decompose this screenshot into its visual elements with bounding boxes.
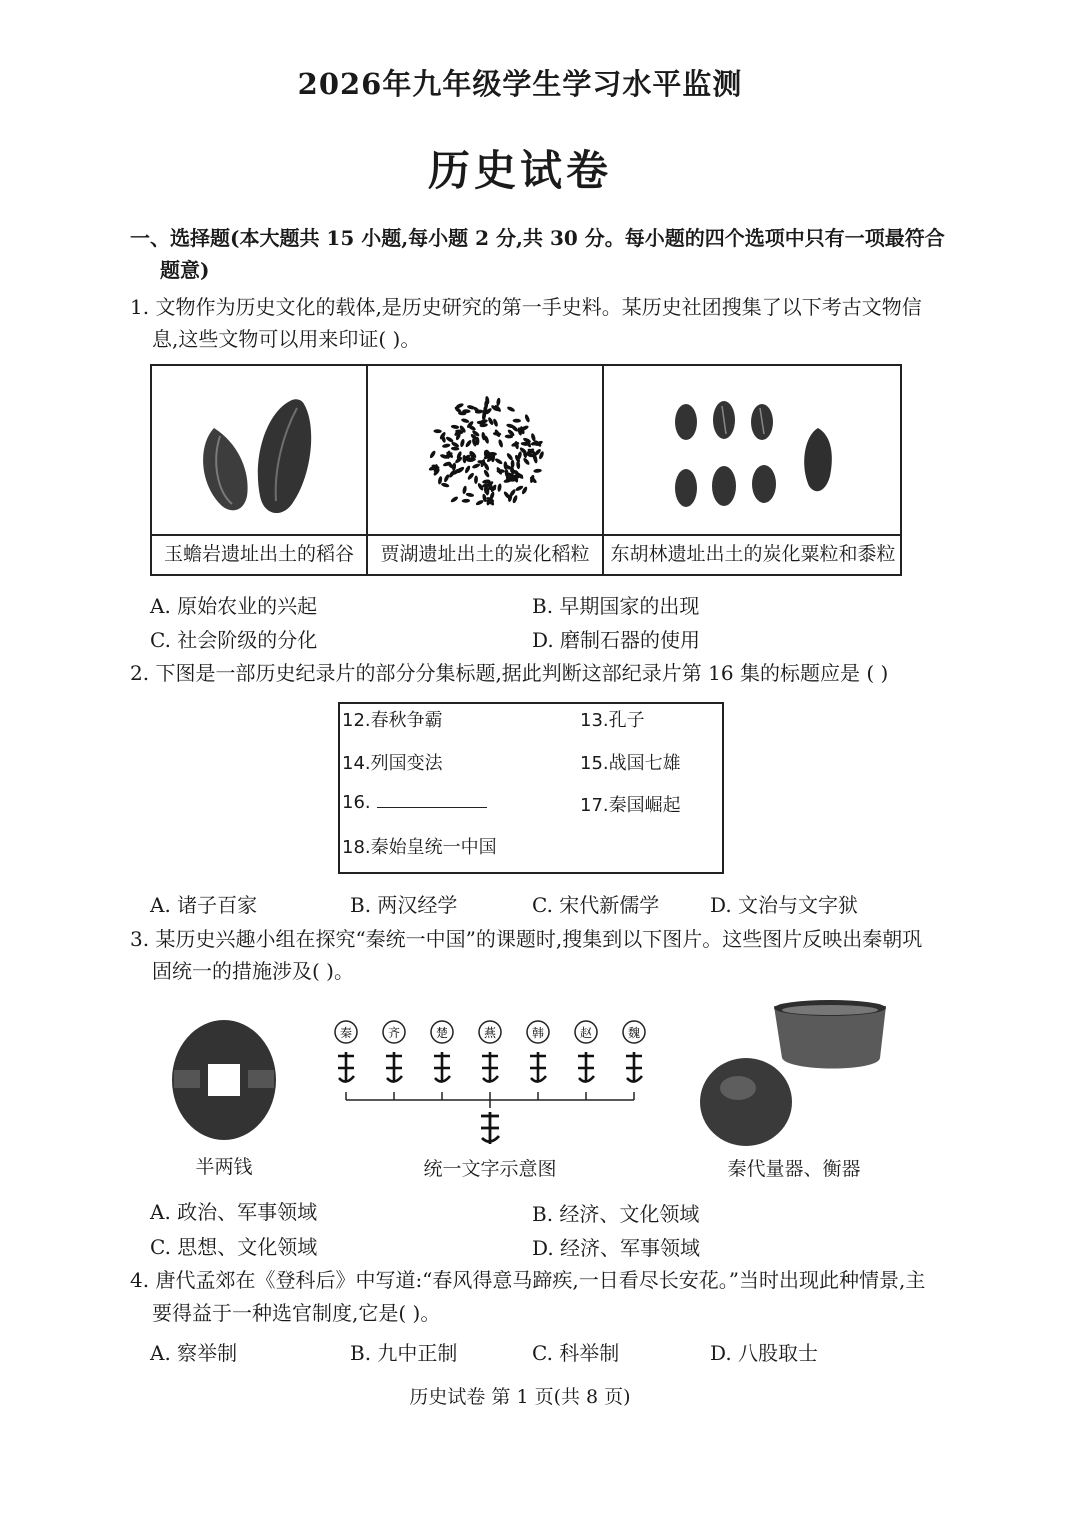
ancient-character-glyph — [386, 1052, 402, 1082]
script-unification-diagram — [326, 1012, 656, 1148]
rice-grain-image — [152, 366, 366, 538]
grain-mark — [512, 495, 519, 504]
q1-caption-3: 东胡林遗址出土的炭化粟粒和黍粒 — [604, 534, 902, 574]
episode-16-blank — [377, 791, 487, 808]
q1-option-c[interactable]: C. 社会阶级的分化 — [150, 628, 318, 652]
q3-stem-cont: 固统一的措施涉及( )。 — [152, 959, 354, 983]
q1-stem: 1. 文物作为历史文化的载体,是历史研究的第一手史料。某历史社团搜集了以下考古文物信 — [130, 295, 922, 319]
q1-cell-rice — [152, 366, 368, 574]
q3-option-b[interactable]: B. 经济、文化领域 — [532, 1202, 700, 1226]
q2-stem: 2. 下图是一部历史纪录片的部分分集标题,据此判断这部纪录片第 16 集的标题应是 ( ) — [130, 661, 889, 685]
grain-mark — [496, 397, 501, 406]
grain-mark — [462, 485, 467, 494]
q3-option-c[interactable]: C. 思想、文化领域 — [150, 1235, 318, 1259]
q1-cell-carbonized-rice — [368, 366, 604, 574]
state-seal-label: 韩 — [531, 1026, 545, 1040]
unified-character-glyph — [481, 1112, 499, 1144]
grain-mark — [522, 457, 530, 466]
ancient-character-glyph — [482, 1052, 498, 1082]
q3-option-a[interactable]: A. 政治、军事领域 — [150, 1200, 318, 1224]
q1-artifact-table — [150, 364, 902, 576]
q3-option-d[interactable]: D. 经济、军事领域 — [532, 1236, 701, 1260]
grain-mark — [450, 495, 459, 503]
grain-mark — [451, 424, 460, 429]
q1-option-d[interactable]: D. 磨制石器的使用 — [532, 628, 701, 652]
q2-option-a[interactable]: A. 诸子百家 — [150, 893, 258, 917]
q2-option-c[interactable]: C. 宋代新儒学 — [532, 893, 660, 917]
grain-mark — [442, 443, 451, 448]
grain-mark — [467, 472, 475, 481]
q4-stem: 4. 唐代孟郊在《登科后》中写道:“春风得意马蹄疾,一日看尽长安花。”当时出现此种情景,主 — [130, 1268, 926, 1292]
state-seal-label: 魏 — [627, 1026, 641, 1040]
grain-mark — [429, 450, 437, 459]
grain-mark — [533, 468, 542, 473]
grain-mark — [524, 414, 531, 423]
subject-title: 历史试卷 — [427, 146, 612, 195]
state-seal-label: 赵 — [579, 1026, 593, 1040]
ancient-character-glyph — [338, 1052, 354, 1082]
grain-mark — [464, 439, 472, 448]
grain-mark — [483, 469, 491, 478]
episode-12: 12.春秋争霸 — [342, 710, 443, 731]
grain-mark — [506, 406, 515, 413]
q1-stem-cont: 息,这些文物可以用来印证( )。 — [152, 327, 421, 351]
page-footer: 历史试卷 第 1 页(共 8 页) — [409, 1386, 631, 1408]
state-seal-label: 齐 — [387, 1026, 401, 1040]
q4-option-d[interactable]: D. 八股取士 — [710, 1341, 819, 1365]
measures-caption: 秦代量器、衡器 — [727, 1158, 861, 1180]
episode-14: 14.列国变法 — [342, 753, 443, 774]
q4-option-c[interactable]: C. 科举制 — [532, 1341, 620, 1365]
q1-option-b[interactable]: B. 早期国家的出现 — [532, 594, 700, 618]
q1-option-a[interactable]: A. 原始农业的兴起 — [150, 594, 318, 618]
state-seal-label: 楚 — [435, 1026, 449, 1040]
grain-mark — [475, 499, 484, 506]
measuring-vessels-image — [698, 998, 890, 1156]
q3-stem: 3. 某历史兴趣小组在探究“秦统一中国”的课题时,搜集到以下图片。这些图片反映出秦朝巩 — [130, 927, 923, 951]
grain-mark — [494, 457, 503, 465]
grain-mark — [433, 429, 442, 433]
carbonized-rice-image — [368, 366, 602, 538]
grain-mark — [461, 418, 470, 424]
grain-mark — [497, 483, 502, 492]
ancient-character-glyph — [626, 1052, 642, 1082]
episode-13: 13.孔子 — [580, 710, 645, 731]
episode-16-number: 16. — [342, 792, 371, 813]
q1-caption-1: 玉蟾岩遗址出土的稻谷 — [152, 534, 366, 574]
q1-caption-2: 贾湖遗址出土的炭化稻粒 — [368, 534, 602, 574]
grain-mark — [465, 492, 474, 497]
q4-option-a[interactable]: A. 察举制 — [150, 1341, 238, 1365]
state-seal-label: 燕 — [483, 1026, 497, 1040]
grain-mark — [471, 463, 480, 470]
episode-15: 15.战国七雄 — [580, 753, 681, 774]
q2-episode-box — [338, 702, 724, 874]
grain-mark — [513, 419, 521, 423]
millet-grain-image — [604, 366, 900, 538]
grain-mark — [492, 418, 499, 427]
ancient-character-glyph — [578, 1052, 594, 1082]
episode-16 — [342, 791, 487, 813]
grain-mark — [441, 482, 450, 488]
grain-mark — [462, 499, 471, 503]
ancient-character-glyph — [434, 1052, 450, 1082]
q2-option-d[interactable]: D. 文治与文字狱 — [710, 893, 859, 917]
banliang-coin-image — [168, 1012, 280, 1142]
grain-mark — [459, 438, 465, 447]
section-heading: 一、选择题(本大题共 15 小题,每小题 2 分,共 30 分。每小题的四个选项中只有一项最符合 — [130, 226, 945, 250]
coin-caption: 半两钱 — [195, 1156, 253, 1178]
grain-mark — [451, 446, 460, 450]
q2-option-b[interactable]: B. 两汉经学 — [350, 893, 458, 917]
ancient-character-glyph — [530, 1052, 546, 1082]
grain-mark — [498, 439, 504, 448]
grain-mark — [464, 465, 471, 474]
unification-bracket — [346, 1100, 634, 1108]
script-caption: 统一文字示意图 — [423, 1158, 557, 1180]
q1-cell-millet — [604, 366, 902, 574]
grain-mark — [443, 474, 450, 483]
grain-mark — [474, 475, 478, 484]
episode-18: 18.秦始皇统一中国 — [342, 837, 497, 858]
section-heading-cont: 题意) — [160, 258, 210, 282]
state-seal-label: 秦 — [339, 1026, 353, 1040]
grain-mark — [506, 473, 510, 481]
q4-option-b[interactable]: B. 九中正制 — [350, 1341, 458, 1365]
episode-17: 17.秦国崛起 — [580, 795, 681, 816]
q4-stem-cont: 要得益于一种选官制度,它是( )。 — [152, 1301, 441, 1325]
exam-title: 2026年九年级学生学习水平监测 — [297, 67, 743, 101]
